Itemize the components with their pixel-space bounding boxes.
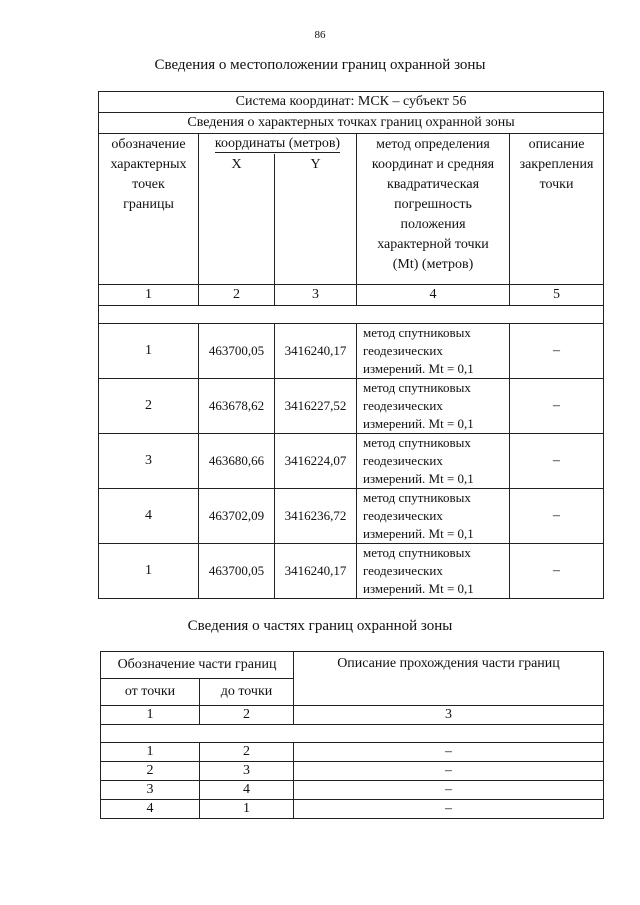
header-coordinates-label: координаты (метров): [214, 136, 341, 151]
header-line: координат и средняя: [371, 157, 495, 172]
table-row: [101, 762, 604, 781]
to-cell: 3: [200, 762, 294, 781]
method-line: метод спутниковых: [363, 489, 471, 505]
x-cell: 463680,66: [199, 433, 275, 488]
desc-cell: –: [510, 488, 604, 543]
method-cell: [357, 543, 510, 598]
empty-row: [101, 725, 604, 743]
column-number: 3: [294, 706, 604, 725]
y-cell: 3416224,07: [275, 433, 357, 488]
method-cell: [357, 323, 510, 378]
section-title-parts: Сведения о частях границ охранной зоны: [187, 618, 453, 634]
from-cell: 1: [101, 743, 200, 762]
column-number: 5: [510, 284, 604, 305]
header-line: погрешность: [394, 197, 472, 212]
method-line: измерений. Mt = 0,1: [363, 360, 474, 376]
points-table: [98, 91, 604, 599]
method-line: геодезических: [363, 507, 443, 523]
from-cell: 2: [101, 762, 200, 781]
y-cell: 3416240,17: [275, 543, 357, 598]
y-cell: 3416227,52: [275, 378, 357, 433]
method-line: измерений. Mt = 0,1: [363, 470, 474, 486]
header-line: точек: [132, 177, 165, 192]
to-cell: 2: [200, 743, 294, 762]
header-line: квадратическая: [386, 177, 480, 192]
desc-cell: –: [294, 743, 604, 762]
table-row: [101, 800, 604, 819]
method-line: геодезических: [363, 342, 443, 358]
header-line: обозначение: [111, 137, 186, 152]
method-line: измерений. Mt = 0,1: [363, 415, 474, 431]
header-line: точки: [539, 177, 574, 192]
header-to-point: до точки: [200, 679, 294, 706]
method-line: метод спутниковых: [363, 379, 471, 395]
header-line: описание: [528, 137, 585, 152]
desc-cell: –: [510, 433, 604, 488]
header-line: положения: [400, 217, 466, 232]
header-point-designation: [99, 134, 199, 285]
from-cell: 4: [101, 800, 200, 819]
coordinate-system-label: Система координат: МСК – субъект 56: [99, 92, 604, 113]
table-row: [101, 781, 604, 800]
column-number: 3: [275, 284, 357, 305]
y-cell: 3416236,72: [275, 488, 357, 543]
method-cell: [357, 378, 510, 433]
x-cell: 463702,09: [199, 488, 275, 543]
header-line: границы: [123, 197, 174, 212]
x-cell: 463678,62: [199, 378, 275, 433]
method-line: метод спутниковых: [363, 544, 471, 560]
from-cell: 3: [101, 781, 200, 800]
header-line: закрепления: [519, 157, 594, 172]
column-number: 2: [199, 284, 275, 305]
desc-cell: –: [294, 800, 604, 819]
column-number: 1: [99, 284, 199, 305]
point-cell: 3: [99, 433, 199, 488]
method-line: метод спутниковых: [363, 434, 471, 450]
method-cell: [357, 488, 510, 543]
method-line: геодезических: [363, 562, 443, 578]
header-line: (Mt) (метров): [392, 257, 474, 272]
parts-table: [100, 651, 604, 819]
method-line: геодезических: [363, 397, 443, 413]
method-line: геодезических: [363, 452, 443, 468]
page-number: 86: [314, 29, 326, 41]
method-cell: [357, 433, 510, 488]
table-row: [99, 433, 604, 488]
header-from-point: от точки: [101, 679, 200, 706]
header-method: [357, 134, 510, 285]
desc-cell: –: [294, 781, 604, 800]
method-line: измерений. Mt = 0,1: [363, 525, 474, 541]
point-cell: 1: [99, 543, 199, 598]
table-row: [99, 488, 604, 543]
column-number: 4: [357, 284, 510, 305]
point-cell: 1: [99, 323, 199, 378]
point-cell: 2: [99, 378, 199, 433]
empty-row: [99, 305, 604, 323]
table-row: [101, 743, 604, 762]
header-y: Y: [275, 154, 357, 284]
y-cell: 3416240,17: [275, 323, 357, 378]
header-part-description: Описание прохождения части границ: [294, 652, 604, 706]
desc-cell: –: [510, 323, 604, 378]
point-cell: 4: [99, 488, 199, 543]
header-description: [510, 134, 604, 285]
to-cell: 1: [200, 800, 294, 819]
header-line: характерной точки: [377, 237, 489, 252]
desc-cell: –: [510, 543, 604, 598]
header-line: характерных: [110, 157, 187, 172]
column-number: 2: [200, 706, 294, 725]
table-row: [99, 543, 604, 598]
column-number: 1: [101, 706, 200, 725]
desc-cell: –: [294, 762, 604, 781]
table-row: [99, 378, 604, 433]
header-part-designation: Обозначение части границ: [101, 652, 294, 679]
x-cell: 463700,05: [199, 543, 275, 598]
header-x: X: [199, 154, 275, 284]
header-line: метод определения: [376, 137, 490, 152]
method-line: метод спутниковых: [363, 324, 471, 340]
method-line: измерений. Mt = 0,1: [363, 580, 474, 596]
header-coordinates: [199, 134, 357, 155]
x-cell: 463700,05: [199, 323, 275, 378]
desc-cell: –: [510, 378, 604, 433]
to-cell: 4: [200, 781, 294, 800]
table-row: [99, 323, 604, 378]
points-caption: Сведения о характерных точках границ охранной зоны: [99, 113, 604, 134]
section-title-location: Сведения о местоположении границ охранной зоны: [154, 57, 486, 73]
